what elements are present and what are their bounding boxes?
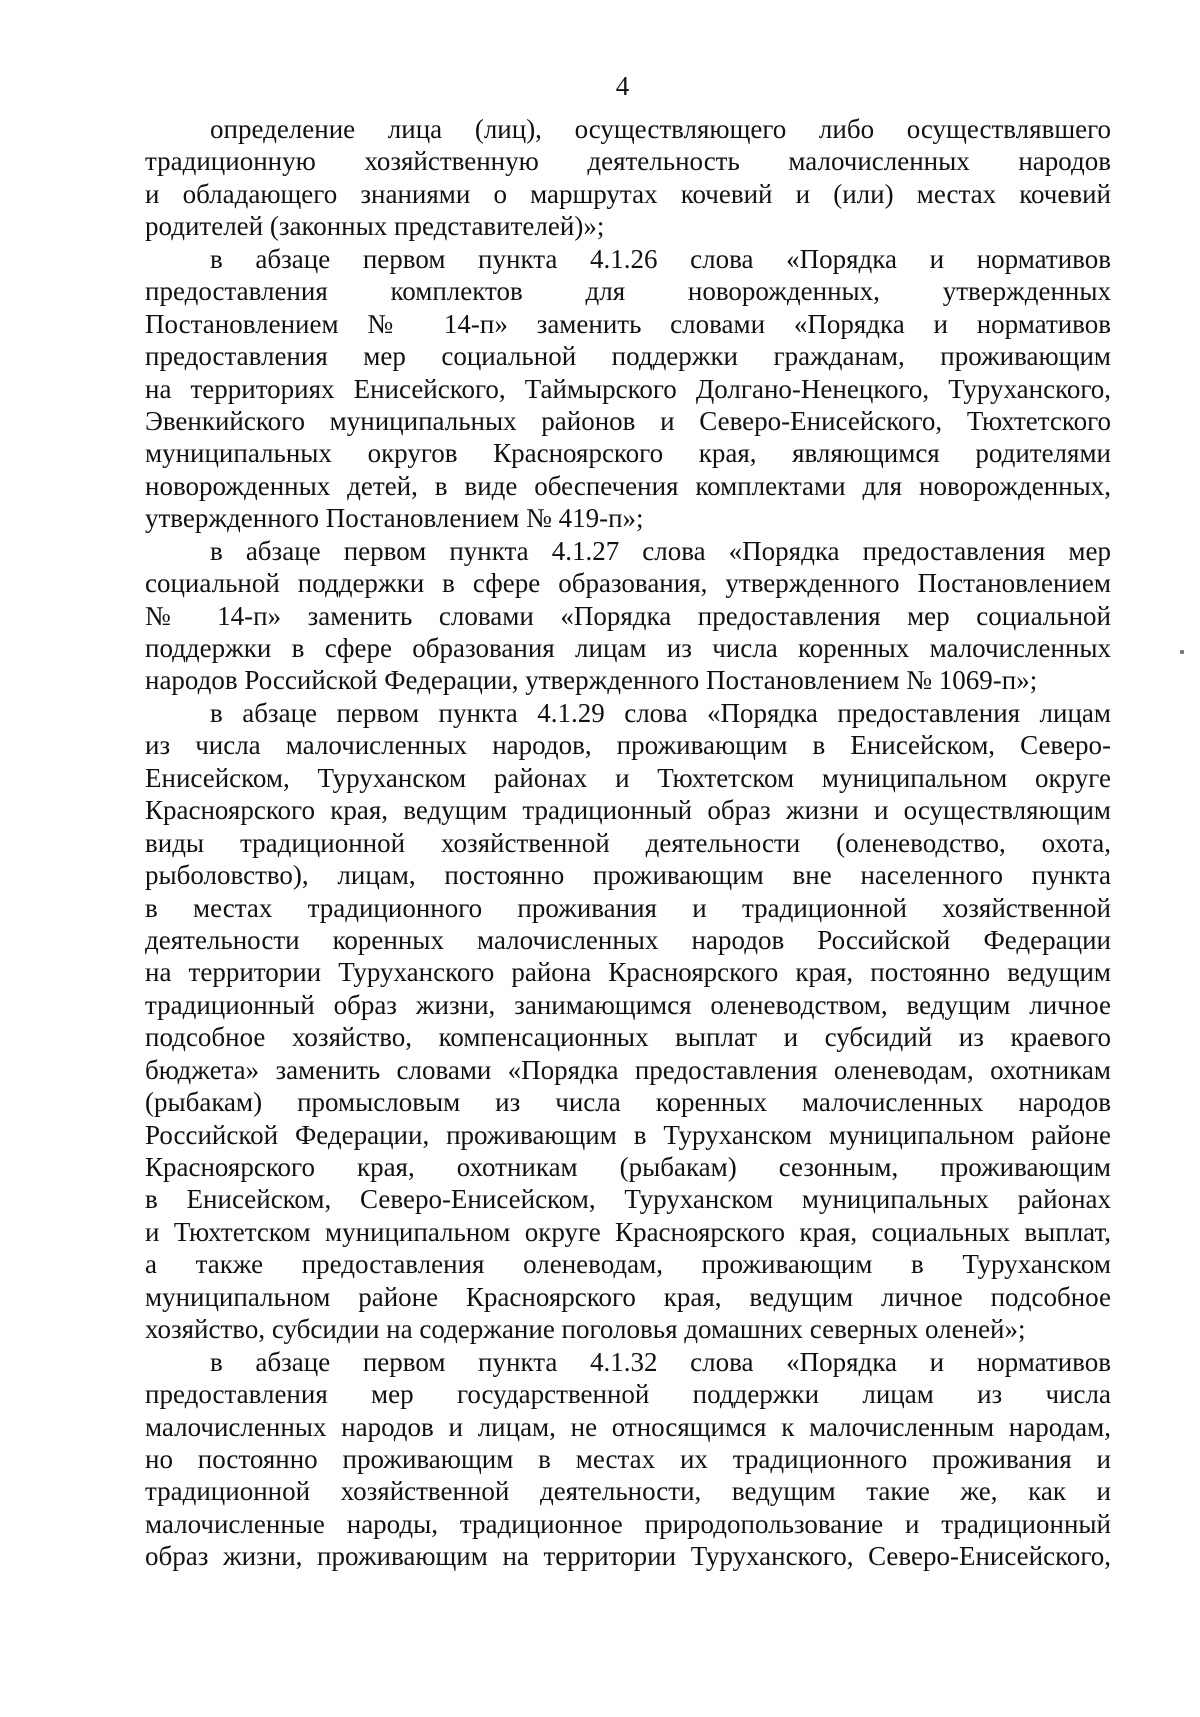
text-line: предоставления комплектов для новорожденных, утвержденных bbox=[145, 276, 1111, 307]
text-line: бюджета» заменить словами «Порядка предоставления оленеводам, охотникам bbox=[145, 1054, 1111, 1085]
text-line: малочисленных народов и лицам, не относящимся к малочисленным народам, bbox=[145, 1411, 1111, 1442]
text-line: в Енисейском, Северо-Енисейском, Туруханском муниципальных районах bbox=[145, 1184, 1111, 1215]
text-line: предоставления мер социальной поддержки гражданам, проживающим bbox=[145, 341, 1111, 372]
text-line: в абзаце первом пункта 4.1.29 слова «Порядка предоставления лицам bbox=[210, 697, 1111, 728]
text-line: в местах традиционного проживания и традиционной хозяйственной bbox=[145, 892, 1111, 923]
text-line: определение лица (лиц), осуществляющего либо осуществлявшего bbox=[210, 114, 1111, 144]
text-line: Эвенкийского муниципальных районов и Северо-Енисейского, Тюхтетского bbox=[145, 405, 1111, 436]
text-line: муниципальных округов Красноярского края, являющимся родителями bbox=[145, 438, 1111, 469]
scan-artifact-mark bbox=[1180, 650, 1184, 654]
text-line: новорожденных детей, в виде обеспечения комплектами для новорожденных, bbox=[145, 470, 1111, 501]
text-line: традиционной хозяйственной деятельности, ведущим такие же, как и bbox=[145, 1476, 1111, 1507]
text-line: на территории Туруханского района Красноярского края, постоянно ведущим bbox=[145, 957, 1111, 988]
text-line: Постановлением № 14-п» заменить словами «Порядка и нормативов bbox=[145, 308, 1111, 339]
text-line: муниципальном районе Красноярского края, ведущим личное подсобное bbox=[145, 1281, 1111, 1312]
text-line: родителей (законных представителей)»; bbox=[145, 211, 605, 242]
text-line: социальной поддержки в сфере образования, утвержденного Постановлением bbox=[145, 568, 1111, 599]
text-line: № 14-п» заменить словами «Порядка предоставления мер социальной bbox=[145, 600, 1111, 631]
text-line: деятельности коренных малочисленных народов Российской Федерации bbox=[145, 924, 1111, 955]
text-line: и Тюхтетском муниципальном округе Красноярского края, социальных выплат, bbox=[145, 1216, 1111, 1247]
text-line: образ жизни, проживающим на территории Туруханского, Северо-Енисейского, bbox=[145, 1541, 1111, 1572]
text-line: в абзаце первом пункта 4.1.26 слова «Порядка и нормативов bbox=[210, 243, 1111, 274]
text-line: народов Российской Федерации, утвержденного Постановлением № 1069-п»; bbox=[145, 665, 1038, 696]
text-line: в абзаце первом пункта 4.1.32 слова «Порядка и нормативов bbox=[210, 1346, 1111, 1377]
text-line: (рыбакам) промысловым из числа коренных малочисленных народов bbox=[145, 1087, 1111, 1118]
text-line: на территориях Енисейского, Таймырского Долгано-Ненецкого, Туруханского, bbox=[145, 373, 1111, 404]
document-body bbox=[145, 113, 1111, 1573]
text-line: предоставления мер государственной поддержки лицам из числа bbox=[145, 1379, 1111, 1410]
text-line: традиционную хозяйственную деятельность малочисленных народов bbox=[145, 146, 1111, 177]
text-line: рыболовство), лицам, постоянно проживающим вне населенного пункта bbox=[145, 860, 1111, 891]
text-line: и обладающего знаниями о маршрутах кочевий и (или) местах кочевий bbox=[145, 178, 1111, 209]
text-line: хозяйство, субсидии на содержание поголовья домашних северных оленей»; bbox=[145, 1314, 1026, 1345]
text-line: виды традиционной хозяйственной деятельности (оленеводство, охота, bbox=[145, 827, 1111, 858]
page-number: 4 bbox=[615, 71, 630, 101]
text-line: подсобное хозяйство, компенсационных выплат и субсидий из краевого bbox=[145, 1022, 1111, 1053]
text-line: в абзаце первом пункта 4.1.27 слова «Порядка предоставления мер bbox=[210, 535, 1111, 566]
text-line: но постоянно проживающим в местах их традиционного проживания и bbox=[145, 1443, 1111, 1474]
text-line: Красноярского края, охотникам (рыбакам) сезонным, проживающим bbox=[145, 1152, 1111, 1182]
text-line: Красноярского края, ведущим традиционный образ жизни и осуществляющим bbox=[145, 795, 1111, 826]
text-line: Российской Федерации, проживающим в Туруханском муниципальном районе bbox=[145, 1119, 1111, 1150]
text-line: из числа малочисленных народов, проживающим в Енисейском, Северо- bbox=[145, 730, 1111, 761]
text-line: Енисейском, Туруханском районах и Тюхтетском муниципальном округе bbox=[145, 762, 1111, 793]
text-line: поддержки в сфере образования лицам из числа коренных малочисленных bbox=[145, 633, 1111, 663]
text-line: традиционный образ жизни, занимающимся оленеводством, ведущим личное bbox=[145, 989, 1111, 1020]
text-line: а также предоставления оленеводам, проживающим в Туруханском bbox=[145, 1249, 1111, 1280]
text-line: утвержденного Постановлением № 419-п»; bbox=[145, 503, 644, 534]
text-line: малочисленные народы, традиционное природопользование и традиционный bbox=[145, 1508, 1111, 1539]
